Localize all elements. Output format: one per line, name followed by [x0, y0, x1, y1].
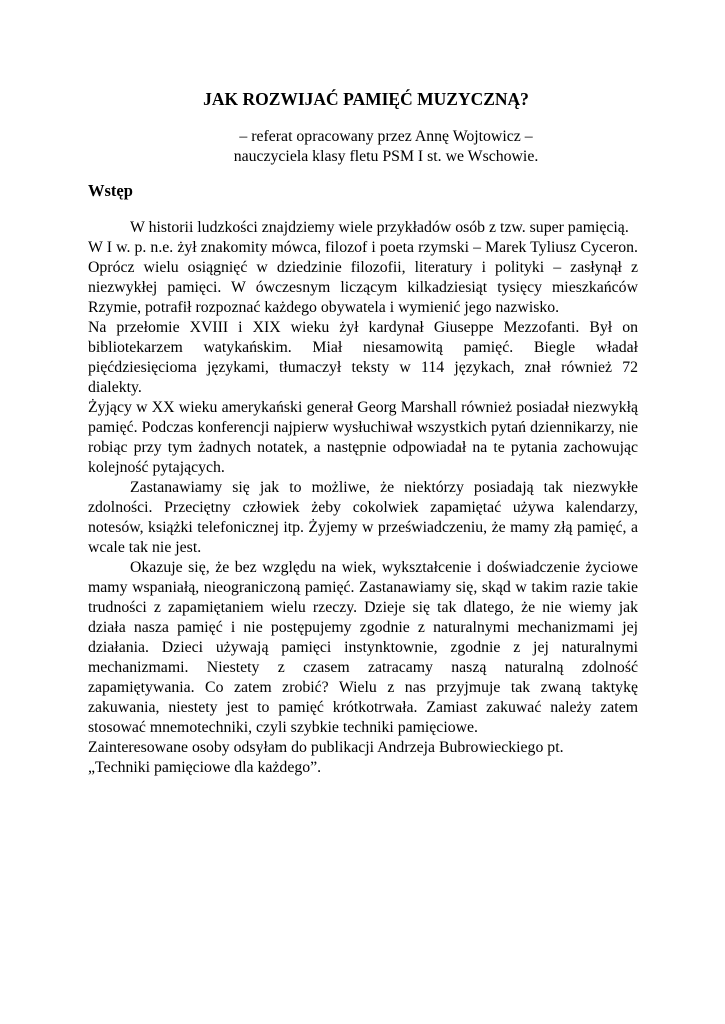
paragraph-3: Na przełomie XVIII i XIX wieku żył kardynał Giuseppe Mezzofanti. Był on bibliotekarzem watykańskim. Miał niesamowitą pamięć. Biegle władał pięćdziesięcioma językami, tłumaczył teksty w 114 językach, znał również 72 dialekty. — [88, 319, 638, 396]
paragraph-8: „Techniki pamięciowe dla każdego”. — [88, 759, 322, 776]
body-text — [88, 218, 638, 778]
section-heading: Wstęp — [88, 181, 133, 200]
document-page — [88, 88, 638, 778]
document-subtitle — [88, 127, 638, 167]
paragraph-6: Okazuje się, że bez względu na wiek, wykształcenie i doświadczenie życiowe mamy wspaniałą, nieograniczoną pamięć. Zastanawiamy się, skąd w takim razie takie trudności z zapamiętaniem wielu rzeczy. Dzieje się tak dlatego, że nie wiemy jak działa nasza pamięć i nie postępujemy zgodnie z naturalnymi mechanizmami jej działania. Dzieci używają pamięci instynktownie, zgodnie z jej naturalnymi mechanizmami. Niestety z czasem zatracamy naszą naturalną zdolność zapamiętywania. Co zatem zrobić? Wielu z nas przyjmuje tak zwaną taktykę zakuwania, niestety jest to pamięć krótkotrwała. Zamiast zakuwać należy zatem stosować mnemotechniki, czyli szybkie techniki pamięciowe. — [88, 559, 638, 736]
subtitle-line-1: – referat opracowany przez Annę Wojtowicz – — [239, 128, 533, 145]
subtitle-line-2: nauczyciela klasy fletu PSM I st. we Wschowie. — [233, 148, 539, 165]
document-title: JAK ROZWIJAĆ PAMIĘĆ MUZYCZNĄ? — [203, 89, 529, 109]
paragraph-1: W historii ludzkości znajdziemy wiele przykładów osób z tzw. super pamięcią. — [130, 219, 629, 236]
paragraph-5: Zastanawiamy się jak to możliwe, że niektórzy posiadają tak niezwykłe zdolności. Przeciętny człowiek żeby cokolwiek zapamiętać używa kalendarzy, notesów, książki telefonicznej itp. Żyjemy w przeświadczeniu, że mamy złą pamięć, a wcale tak nie jest. — [88, 479, 638, 556]
paragraph-4: Żyjący w XX wieku amerykański generał Georg Marshall również posiadał niezwykłą pamięć. Podczas konferencji najpierw wysłuchiwał wszystkich pytań dziennikarzy, nie robiąc przy tym żadnych notatek, a następnie odpowiadał na te pytania zachowując kolejność pytających. — [88, 399, 638, 476]
paragraph-2: W I w. p. n.e. żył znakomity mówca, filozof i poeta rzymski – Marek Tyliusz Cyceron. Oprócz wielu osiągnięć w dziedzinie filozofii, literatury i polityki – zasłynął z niezwykłej pamięci. W ówczesnym liczącym kilkadziesiąt tysięcy mieszkańców Rzymie, potrafił rozpoznać każdego obywatela i wymienić jego nazwisko. — [88, 239, 638, 316]
paragraph-7: Zainteresowane osoby odsyłam do publikacji Andrzeja Bubrowieckiego pt. — [88, 739, 564, 756]
